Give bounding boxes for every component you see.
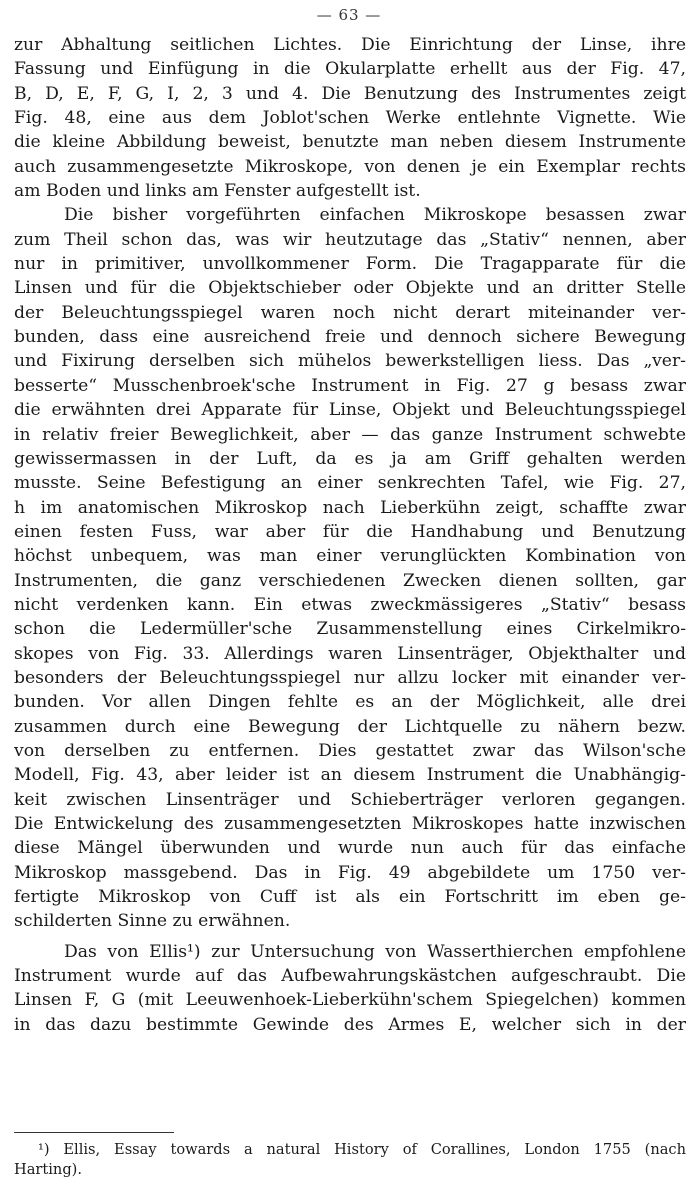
body-text: [14, 33, 686, 1037]
text-line: die kleine Abbildung beweist, benutzte man neben diesem Instrumente: [14, 132, 686, 153]
text-line: bunden, dass eine ausreichend freie und dennoch sichere Bewegung: [14, 327, 686, 348]
text-line: musste. Seine Befestigung an einer senkrechten Tafel, wie Fig. 27,: [14, 473, 686, 494]
text-line: Linsen F, G (mit Leeuwenhoek-Lieberkühn'schem Spiegelchen) kommen: [14, 990, 686, 1011]
text-line: zum Theil schon das, was wir heutzutage das „Stativ“ nennen, aber: [14, 229, 686, 250]
text-line: auch zusammengesetzte Mikroskope, von denen je ein Exemplar rechts: [14, 156, 686, 177]
text-line: zur Abhaltung seitlichen Lichtes. Die Einrichtung der Linse, ihre: [14, 35, 686, 55]
text-line: schilderten Sinne zu erwähnen.: [14, 911, 291, 932]
text-line: zusammen durch eine Bewegung der Lichtquelle zu nähern bezw.: [14, 716, 686, 737]
footnote-line: ¹) Ellis, Essay towards a natural History of Corallines, London 1755 (nach: [38, 1141, 686, 1158]
footnote-line: Harting).: [14, 1161, 83, 1178]
text-line: am Boden und links am Fenster aufgestellt ist.: [14, 181, 421, 202]
footnote-divider: [14, 1132, 174, 1133]
text-line: höchst unbequem, was man einer verunglückten Kombination von: [14, 546, 686, 567]
text-line: Fig. 48, eine aus dem Joblot'schen Werke entlehnte Vignette. Wie: [14, 108, 686, 129]
footnotes: [14, 1140, 686, 1180]
text-line: der Beleuchtungsspiegel waren noch nicht derart miteinander ver-: [14, 302, 686, 323]
text-line: Modell, Fig. 43, aber leider ist an diesem Instrument die Unabhängig-: [14, 765, 686, 786]
text-line: von derselben zu entfernen. Dies gestattet zwar das Wilson'sche: [14, 740, 686, 761]
text-line: Linsen und für die Objektschieber oder Objekte und an dritter Stelle: [14, 278, 686, 299]
text-line: die erwähnten drei Apparate für Linse, Objekt und Beleuchtungsspiegel: [14, 400, 686, 421]
text-line: in das dazu bestimmte Gewinde des Armes E, welcher sich in der: [14, 1014, 686, 1035]
text-line: in relativ freier Beweglichkeit, aber — das ganze Instrument schwebte: [14, 424, 686, 445]
text-line: fertigte Mikroskop von Cuff ist als ein Fortschritt im eben ge-: [14, 887, 686, 908]
text-line: gewissermassen in der Luft, da es ja am Griff gehalten werden: [14, 448, 686, 469]
text-line: h im anatomischen Mikroskop nach Lieberkühn zeigt, schaffte zwar: [14, 497, 686, 518]
text-line: und Fixirung derselben sich mühelos bewerkstelligen liess. Das „ver-: [14, 351, 686, 372]
text-line: Fassung und Einfügung in die Okularplatte erhellt aus der Fig. 47,: [14, 59, 686, 80]
text-line: Die Entwickelung des zusammengesetzten Mikroskopes hatte inzwischen: [14, 814, 686, 834]
text-line: schon die Ledermüller'sche Zusammenstellung eines Cirkelmikro-: [14, 619, 686, 640]
text-line: besonders der Beleuchtungsspiegel nur allzu locker mit einander ver-: [14, 667, 686, 688]
text-line: diese Mängel überwunden und wurde nun auch für das einfache: [14, 838, 686, 859]
page-number: — 63 —: [316, 6, 382, 24]
text-line: keit zwischen Linsenträger und Schieberträger verloren gegangen.: [14, 789, 686, 810]
text-line: Mikroskop massgebend. Das in Fig. 49 abgebildete um 1750 ver-: [14, 862, 686, 883]
paragraph-start-line: Das von Ellis¹) zur Untersuchung von Wasserthierchen empfohlene: [64, 941, 686, 962]
text-line: B, D, E, F, G, I, 2, 3 und 4. Die Benutzung des Instrumentes zeigt: [14, 83, 686, 104]
text-line: Instrumenten, die ganz verschiedenen Zwecken dienen sollten, gar: [14, 570, 686, 591]
text-line: skopes von Fig. 33. Allerdings waren Linsenträger, Objekthalter und: [14, 643, 686, 664]
text-line: besserte“ Musschenbroek'sche Instrument in Fig. 27 g besass zwar: [14, 375, 686, 396]
text-line: einen festen Fuss, war aber für die Handhabung und Benutzung: [14, 521, 686, 542]
text-line: nicht verdenken kann. Ein etwas zweckmässigeres „Stativ“ besass: [14, 594, 686, 615]
paragraph-start-line: Die bisher vorgeführten einfachen Mikroskope besassen zwar: [64, 205, 686, 226]
text-line: bunden. Vor allen Dingen fehlte es an der Möglichkeit, alle drei: [14, 692, 686, 713]
text-line: Instrument wurde auf das Aufbewahrungskästchen aufgeschraubt. Die: [14, 966, 686, 987]
text-line: nur in primitiver, unvollkommener Form. Die Tragapparate für die: [14, 254, 686, 275]
